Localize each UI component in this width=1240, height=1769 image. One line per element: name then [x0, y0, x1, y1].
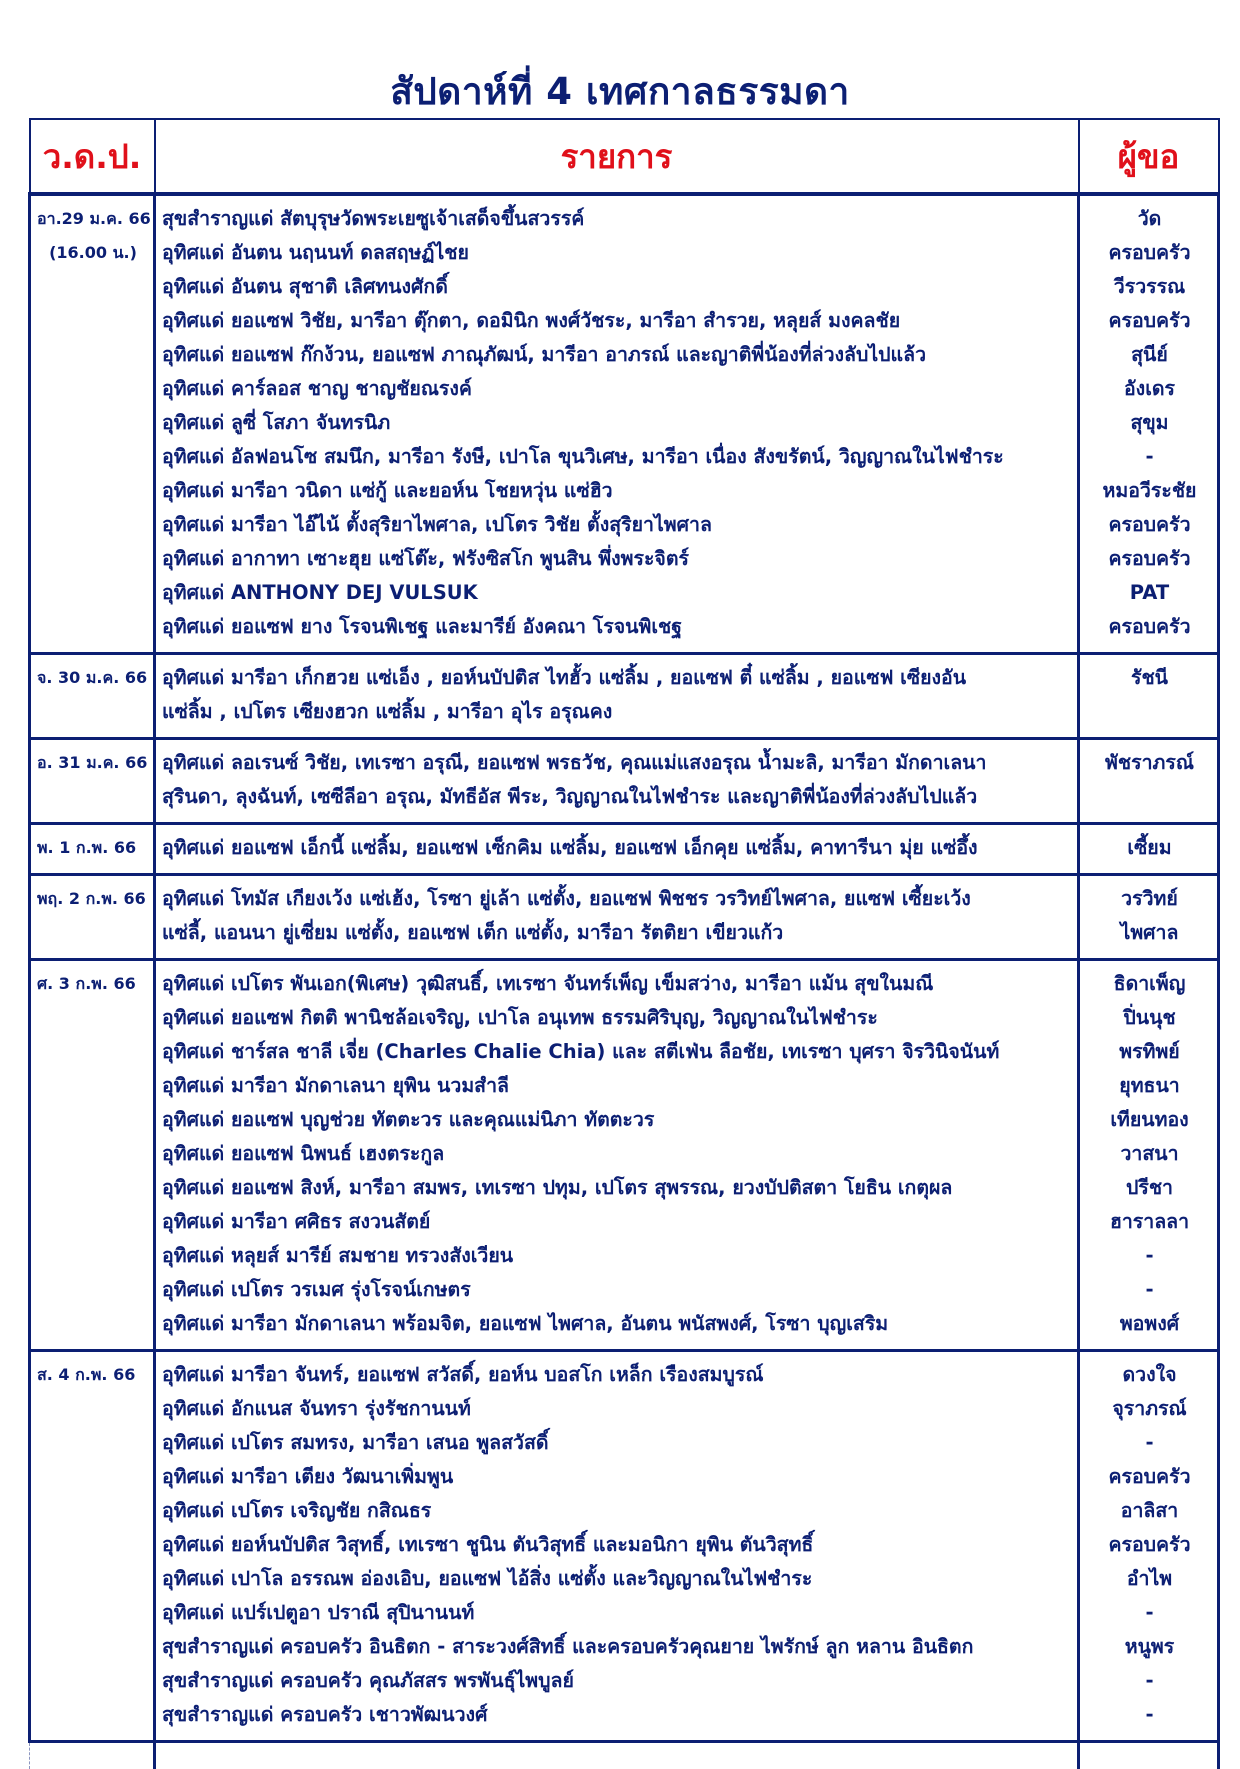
table-row: [30, 654, 1219, 739]
intention-line: แซ่ลี้, แอนนา ยู่เซี่ยม แซ่ตั้ง, ยอแซฟ เต็ก แซ่ตั้ง, มารีอา รัตติยา เขียวแก้ว: [162, 916, 1073, 950]
requester-name: -: [1086, 1239, 1213, 1273]
row-items-cell: [155, 194, 1079, 654]
row-date-cell: [30, 1351, 155, 1742]
requester-name: วาสนา: [1086, 1137, 1213, 1171]
intention-line: อุทิศแด่ มารีอา มักดาเลนา ยุพิน นวมสำลี: [162, 1069, 1073, 1103]
requester-name: ครอบครัว: [1086, 508, 1213, 542]
intention-line: สุขสำราญแด่ ครอบครัว เชาวพัฒนวงศ์: [162, 1698, 1073, 1732]
requester-name: วัด: [1086, 202, 1213, 236]
intention-line: อุทิศแด่ อักแนส จันทรา รุ่งรัชกานนท์: [162, 1392, 1073, 1426]
table-row: [30, 194, 1219, 654]
row-date-cell: [30, 739, 155, 824]
intention-line: อุทิศแด่ คาร์ลอส ชาญ ชาญชัยณรงค์: [162, 372, 1073, 406]
row-requester-cell: [1079, 824, 1219, 875]
intention-line: อุทิศแด่ ยอแซฟ กิตติ พานิชล้อเจริญ, เปาโล อนุเทพ ธรรมศิริบุญ, วิญญาณในไฟชำระ: [162, 1001, 1073, 1035]
row-date: พฤ. 2 ก.พ. 66: [37, 882, 149, 916]
table-row: [30, 875, 1219, 960]
row-requester-cell: [1079, 654, 1219, 739]
requester-name: หมอวีระชัย: [1086, 474, 1213, 508]
requester-name: ครอบครัว: [1086, 304, 1213, 338]
row-date-cell: [30, 654, 155, 739]
requester-name: -: [1086, 1596, 1213, 1630]
table-row: [30, 960, 1219, 1351]
row-requester-cell: [1079, 194, 1219, 654]
intention-line: อุทิศแด่ ยอแซฟ เอ็กนี้ แซ่ลิ้ม, ยอแซฟ เซ็กคิม แซ่ลิ้ม, ยอแซฟ เอ็กคุย แซ่ลิ้ม, คาทารีนา มุ่ย แซ่อึ้ง: [162, 831, 1073, 865]
requester-name: พัชราภรณ์: [1086, 746, 1213, 780]
requester-name: ครอบครัว: [1086, 1460, 1213, 1494]
intention-line: อุทิศแด่ ANTHONY DEJ VULSUK: [162, 576, 1073, 610]
requester-name: วรวิทย์: [1086, 882, 1213, 916]
intention-line: อุทิศแด่ ยอแซฟ ก๊กง้วน, ยอแซฟ ภาณุภัฒน์, มารีอา อาภรณ์ และญาติพี่น้องที่ล่วงลับไปแล้ว: [162, 338, 1073, 372]
intention-line: แซ่ลิ้ม , เปโตร เซียงฮวก แซ่ลิ้ม , มารีอา อุไร อรุณคง: [162, 695, 1073, 729]
mass-intention-table: [28, 118, 1220, 1769]
header-date: ว.ด.ป.: [30, 119, 155, 194]
intention-line: สุขสำราญแด่ ครอบครัว อินธิตก - สาระวงศ์สิทธิ์ และครอบครัวคุณยาย ไพรักษ์ ลูก หลาน อินธิตก: [162, 1630, 1073, 1664]
intention-line: อุทิศแด่ มารีอา เก็กฮวย แซ่เอ็ง , ยอห์นบัปติส ไทฮั้ว แซ่ลิ้ม , ยอแซฟ ตี๋ แซ่ลิ้ม , ยอแซฟ เซียงอัน: [162, 661, 1073, 695]
intention-line: สุขสำราญแด่ ครอบครัว คุณภัสสร พรพันธุ์ไพบูลย์: [162, 1664, 1073, 1698]
row-date: ศ. 3 ก.พ. 66: [37, 967, 149, 1001]
intention-line: อุทิศแด่ เปโตร สมทรง, มารีอา เสนอ พูลสวัสดิ์: [162, 1426, 1073, 1460]
row-requester-cell: [1079, 739, 1219, 824]
intention-line: อุทิศแด่ เปาโล อรรณพ อ่องเอิบ, ยอแซฟ ไอ้สิ่ง แซ่ตั้ง และวิญญาณในไฟชำระ: [162, 1562, 1073, 1596]
row-requester-cell: [1079, 1351, 1219, 1742]
table-body: [30, 194, 1219, 1769]
row-date: ส. 4 ก.พ. 66: [37, 1358, 149, 1392]
intention-line: อุทิศแด่ แปร์เปตูอา ปราณี สุปินานนท์: [162, 1596, 1073, 1630]
requester-name: ไพศาล: [1086, 916, 1213, 950]
row-items-cell: [155, 875, 1079, 960]
requester-name: PAT: [1086, 576, 1213, 610]
intention-line: อุทิศแด่ เปโตร พันเอก(พิเศษ) วุฒิสนธิ์, เทเรซา จันทร์เพ็ญ เข็มสว่าง, มารีอา แม้น สุขในมณี: [162, 967, 1073, 1001]
intention-line: อุทิศแด่ อากาทา เซาะฮุย แซ่โต๊ะ, ฟรังซิสโก พูนสิน พึ่งพระจิตร์: [162, 542, 1073, 576]
table-row-empty: [30, 1742, 1219, 1769]
requester-name: ครอบครัว: [1086, 236, 1213, 270]
table-header-row: [30, 119, 1219, 194]
intention-line: อุทิศแด่ ยอแซฟ บุญช่วย ทัตตะวร และคุณแม่นิภา ทัตตะวร: [162, 1103, 1073, 1137]
requester-name: พอพงศ์: [1086, 1307, 1213, 1341]
requester-name: -: [1086, 1426, 1213, 1460]
row-date-cell: [30, 824, 155, 875]
requester-name: พรทิพย์: [1086, 1035, 1213, 1069]
empty-cell: [155, 1742, 1079, 1769]
requester-name: ดวงใจ: [1086, 1358, 1213, 1392]
requester-name: เทียนทอง: [1086, 1103, 1213, 1137]
requester-name: วีรวรรณ: [1086, 270, 1213, 304]
row-items-cell: [155, 824, 1079, 875]
requester-name: หนูพร: [1086, 1630, 1213, 1664]
table-row: [30, 824, 1219, 875]
intention-line: อุทิศแด่ ชาร์สล ชาลี เจี่ย (Charles Chalie Chia) และ สตีเฟ่น ลือชัย, เทเรซา บุศรา จิรวินิจนันท์: [162, 1035, 1073, 1069]
requester-name: ธิดาเพ็ญ: [1086, 967, 1213, 1001]
intention-line: อุทิศแด่ ลอเรนซ์ วิชัย, เทเรซา อรุณี, ยอแซฟ พรธวัช, คุณแม่แสงอรุณ น้ำมะลิ, มารีอา มักดาเลนา: [162, 746, 1073, 780]
requester-name: -: [1086, 1698, 1213, 1732]
row-date: อา.29 ม.ค. 66: [37, 202, 149, 236]
intention-line: อุทิศแด่ มารีอา จันทร์, ยอแซฟ สวัสดิ์, ยอห์น บอสโก เหล็ก เรืองสมบูรณ์: [162, 1358, 1073, 1392]
intention-line: อุทิศแด่ ลูซี่ โสภา จันทรนิภ: [162, 406, 1073, 440]
row-date-cell: [30, 960, 155, 1351]
requester-name: ครอบครัว: [1086, 1528, 1213, 1562]
requester-name: รัชนี: [1086, 661, 1213, 695]
intention-line: อุทิศแด่ มารีอา ไอ๊ไน้ ตั้งสุริยาไพศาล, เปโตร วิชัย ตั้งสุริยาไพศาล: [162, 508, 1073, 542]
requester-name: ยุทธนา: [1086, 1069, 1213, 1103]
intention-line: อุทิศแด่ เปโตร เจริญชัย กสิณธร: [162, 1494, 1073, 1528]
requester-name: ครอบครัว: [1086, 542, 1213, 576]
row-requester-cell: [1079, 875, 1219, 960]
intention-line: อุทิศแด่ ยอแซฟ วิชัย, มารีอา ตุ๊กตา, ดอมินิก พงศ์วัชระ, มารีอา สำรวย, หลุยส์ มงคลชัย: [162, 304, 1073, 338]
requester-name: ฮาราลลา: [1086, 1205, 1213, 1239]
requester-name: -: [1086, 440, 1213, 474]
requester-name: สุขุม: [1086, 406, 1213, 440]
table-row: [30, 739, 1219, 824]
row-items-cell: [155, 739, 1079, 824]
table-row: [30, 1351, 1219, 1742]
row-items-cell: [155, 1351, 1079, 1742]
requester-name: -: [1086, 1273, 1213, 1307]
empty-cell: [1079, 1742, 1219, 1769]
row-date: จ. 30 ม.ค. 66: [37, 661, 149, 695]
intention-line: สุรินดา, ลุงฉันท์, เซซีลีอา อรุณ, มัทธีอัส พีระ, วิญญาณในไฟชำระ และญาติพี่น้องที่ล่วงลับไปแล้ว: [162, 780, 1073, 814]
row-date: พ. 1 ก.พ. 66: [37, 831, 149, 865]
intention-line: อุทิศแด่ เปโตร วรเมศ รุ่งโรจน์เกษตร: [162, 1273, 1073, 1307]
intention-line: อุทิศแด่ มารีอา เตียง วัฒนาเพิ่มพูน: [162, 1460, 1073, 1494]
intention-line: อุทิศแด่ อันตน สุชาติ เลิศทนงศักดิ์: [162, 270, 1073, 304]
intention-line: สุขสำราญแด่ สัตบุรุษวัดพระเยซูเจ้าเสด็จขึ้นสวรรค์: [162, 202, 1073, 236]
intention-line: อุทิศแด่ ยอแซฟ นิพนธ์ เฮงตระกูล: [162, 1137, 1073, 1171]
intention-line: อุทิศแด่ ยอแซฟ ยาง โรจนพิเชฐ และมารีย์ อังคณา โรจนพิเชฐ: [162, 610, 1073, 644]
intention-line: อุทิศแด่ หลุยส์ มารีย์ สมชาย ทรวงสังเวียน: [162, 1239, 1073, 1273]
requester-name: ครอบครัว: [1086, 610, 1213, 644]
row-time: (16.00 น.): [37, 236, 149, 270]
requester-name: จุราภรณ์: [1086, 1392, 1213, 1426]
intention-line: อุทิศแด่ โทมัส เกียงเว้ง แซ่เฮ้ง, โรซา ยู่เล้า แซ่ตั้ง, ยอแซฟ พิชชร วรวิทย์ไพศาล, ยแซฟ เซี้ยะเว้ง: [162, 882, 1073, 916]
row-requester-cell: [1079, 960, 1219, 1351]
row-date: อ. 31 ม.ค. 66: [37, 746, 149, 780]
requester-name: ปิ่นนุช: [1086, 1001, 1213, 1035]
requester-name: อาลิสา: [1086, 1494, 1213, 1528]
row-date-cell: [30, 194, 155, 654]
row-date-cell: [30, 875, 155, 960]
row-items-cell: [155, 960, 1079, 1351]
intention-line: อุทิศแด่ ยอแซฟ สิงห์, มารีอา สมพร, เทเรซา ปทุม, เปโตร สุพรรณ, ยวงบัปติสตา โยธิน เกตุผล: [162, 1171, 1073, 1205]
intention-line: อุทิศแด่ อัลฟอนโซ สมนึก, มารีอา รังษี, เปาโล ขุนวิเศษ, มารีอา เนื่อง สังขรัตน์, วิญญาณในไฟชำระ: [162, 440, 1073, 474]
requester-name: อังเดร: [1086, 372, 1213, 406]
requester-name: -: [1086, 1664, 1213, 1698]
requester-name: อำไพ: [1086, 1562, 1213, 1596]
header-requester: ผู้ขอ: [1079, 119, 1219, 194]
requester-name: สุนีย์: [1086, 338, 1213, 372]
intention-line: อุทิศแด่ มารีอา มักดาเลนา พร้อมจิต, ยอแซฟ ไพศาล, อันตน พนัสพงศ์, โรซา บุญเสริม: [162, 1307, 1073, 1341]
intention-line: อุทิศแด่ อันตน นฤนนท์ ดลสฤษฏ์ไชย: [162, 236, 1073, 270]
row-items-cell: [155, 654, 1079, 739]
requester-name: เซี้ยม: [1086, 831, 1213, 865]
intention-line: อุทิศแด่ ยอห์นบัปติส วิสุทธิ์, เทเรซา ชูนิน ตันวิสุทธิ์ และมอนิกา ยุพิน ตันวิสุทธิ์: [162, 1528, 1073, 1562]
page-title: สัปดาห์ที่ 4 เทศกาลธรรมดา: [0, 62, 1240, 121]
intention-line: อุทิศแด่ มารีอา วนิดา แซ่กู้ และยอห์น โชยหวุ่น แซ่ฮิว: [162, 474, 1073, 508]
requester-name: ปรีชา: [1086, 1171, 1213, 1205]
intention-line: อุทิศแด่ มารีอา ศศิธร สงวนสัตย์: [162, 1205, 1073, 1239]
empty-cell: [30, 1742, 155, 1769]
header-items: รายการ: [155, 119, 1079, 194]
